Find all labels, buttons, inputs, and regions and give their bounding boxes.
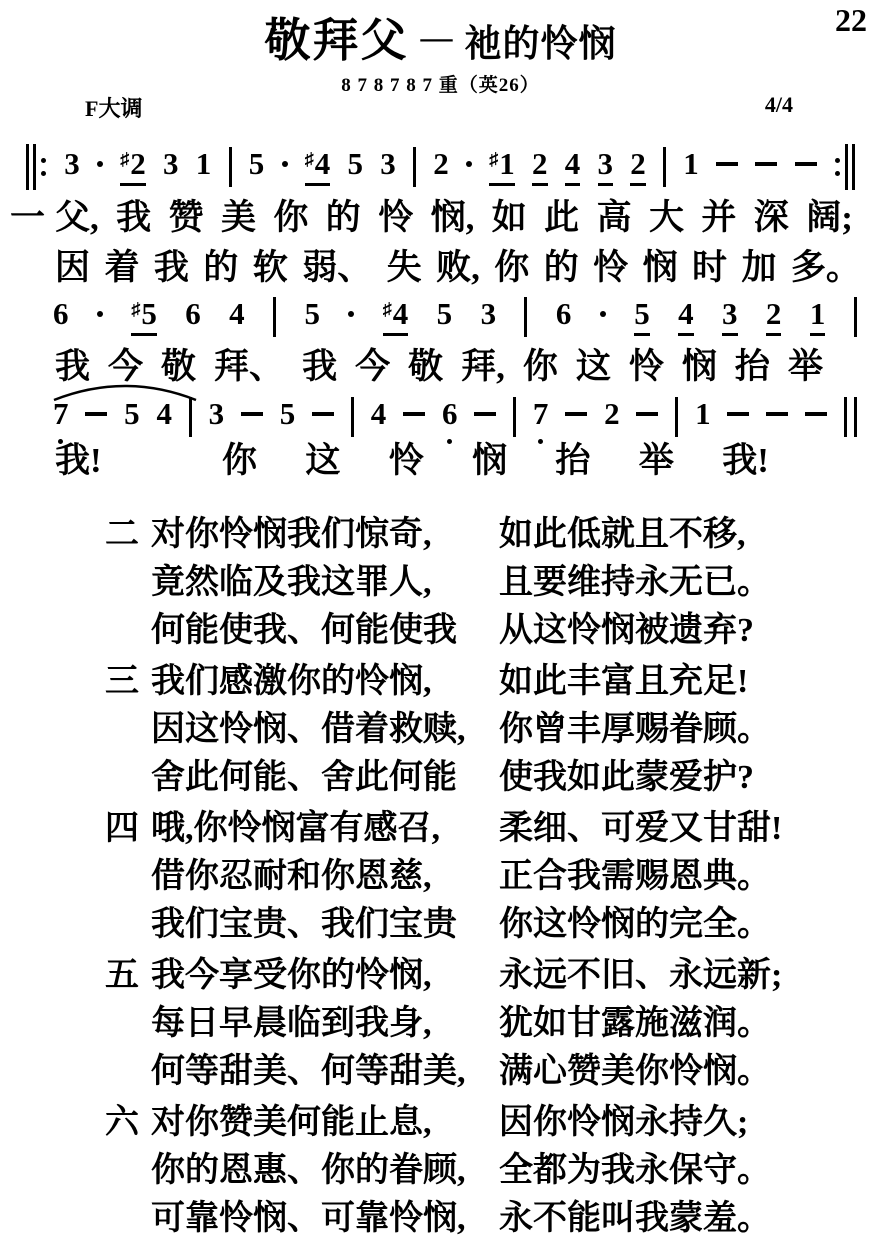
note: 2 [766, 298, 782, 336]
barline [663, 147, 666, 187]
verse-right-column [499, 805, 845, 949]
verse-number: 二 [105, 516, 139, 553]
lyric-syllable: 悯 [681, 347, 717, 386]
verse-line: 你的恩惠、你的眷顾, [151, 1152, 466, 1189]
note: 4 [156, 396, 172, 431]
music-line-2 [53, 292, 857, 342]
verse-right-column [499, 511, 845, 655]
lyric-row-2 [10, 248, 861, 288]
title-dash: — [420, 19, 453, 55]
verse-line: 可靠怜悯、可靠怜悯, [151, 1200, 466, 1237]
note: 3 [722, 298, 738, 336]
lyric-syllable: 如 [491, 198, 527, 237]
lyric-syllable: 这 [305, 441, 341, 480]
duration-dash [474, 412, 496, 416]
lyric-syllable: 此 [544, 198, 580, 237]
verse-block [105, 952, 845, 1096]
note: 5 [436, 296, 453, 331]
lyric-syllable: 深 [753, 198, 789, 237]
note: ♯1 [489, 148, 515, 186]
lyric-syllable: 弱、 [302, 248, 373, 287]
lyric-syllable: 败, [436, 248, 480, 287]
duration-dash [795, 162, 817, 166]
verse-line: 舍此何能、舍此何能 [151, 759, 457, 796]
meter-info: 8 7 8 7 8 7 重（英26） [341, 75, 540, 96]
lyric-syllable: 举 [787, 347, 823, 386]
sharp-icon: ♯ [304, 149, 314, 169]
note: 4 [678, 298, 694, 336]
note: 6 [555, 296, 572, 331]
lyric-syllable: 敬 [408, 347, 444, 386]
lyric-syllable: 时 [692, 248, 728, 287]
lyric-syllable: 悯, [430, 198, 475, 237]
verse-line: 我们感激你的怜悯, [151, 663, 432, 700]
verse-line: 永远不旧、永远新; [499, 957, 783, 994]
verse-line: 如此低就且不移, [499, 516, 746, 553]
dot-icon [466, 161, 472, 167]
barline [524, 297, 527, 337]
lyric-syllable: 多。 [790, 248, 861, 287]
sharp-icon: ♯ [382, 299, 392, 319]
note: 3 [380, 146, 396, 181]
note: ♯2 [120, 148, 146, 186]
lyric-syllable: 怜 [378, 198, 414, 237]
lyric-syllable: 你 [522, 347, 558, 386]
note: 4 [370, 396, 387, 431]
music-line-1 [26, 142, 855, 192]
verse-number: 三 [105, 663, 139, 700]
verse-line: 因你怜悯永持久; [499, 1104, 749, 1141]
note: 5 [347, 146, 363, 181]
lyric-syllable: 高 [596, 198, 632, 237]
sharp-icon: ♯ [489, 149, 499, 169]
lyric-syllable: 软 [252, 248, 288, 287]
duration-dash [403, 412, 425, 416]
dot-icon [97, 311, 103, 317]
verse-line: 对你赞美何能止息, [151, 1104, 432, 1141]
lyric-syllable: 我! [55, 441, 102, 480]
lyric-syllable: 父, [55, 198, 99, 237]
verse-left-column [151, 952, 466, 1096]
note: 3 [480, 296, 497, 331]
verse-number-1: 一 [10, 198, 46, 237]
dot-icon [348, 311, 354, 317]
title-main: 敬拜父 [264, 15, 409, 66]
title-subtitle: 祂的怜悯 [464, 24, 617, 65]
lyric-syllable: 我! [722, 441, 769, 480]
verse-line: 我们宝贵、我们宝贵 [151, 906, 457, 943]
note: 2 [630, 148, 646, 186]
dot-icon [97, 161, 103, 167]
lyric-syllable: 失 [386, 248, 422, 287]
lyric-syllable: 的 [325, 198, 361, 237]
barline [273, 297, 276, 337]
verse-number-spacer [10, 248, 46, 288]
dot-icon [600, 311, 606, 317]
verse-number: 四 [105, 810, 139, 847]
verse-number: 五 [105, 957, 139, 994]
duration-dash [565, 412, 587, 416]
verse-block [105, 658, 845, 802]
lyric-syllable: 你 [273, 198, 309, 237]
lyric-syllable: 举 [638, 441, 674, 480]
music-line-3 [53, 392, 857, 442]
barline [675, 397, 678, 437]
note: 7 [533, 398, 549, 436]
verse-left-column [151, 511, 457, 655]
verse-line: 借你忍耐和你恩慈, [151, 858, 432, 895]
verse-right-column [499, 952, 845, 1096]
verse-left-column [151, 805, 457, 949]
note: 3 [163, 146, 179, 181]
note: 6 [442, 398, 458, 436]
verse-line: 我今享受你的怜悯, [151, 957, 432, 994]
lyric-syllable: 怜 [593, 248, 629, 287]
verse-line: 全都为我永保守。 [499, 1152, 771, 1189]
sharp-icon: ♯ [120, 149, 130, 169]
lyric-syllable: 今 [355, 347, 391, 386]
lyric-syllable: 美 [220, 198, 256, 237]
note: 6 [185, 296, 201, 331]
lyric-syllable: 赞 [168, 198, 204, 237]
duration-dash [755, 162, 777, 166]
lyric-syllable: 你 [494, 248, 530, 287]
note: 3 [598, 148, 614, 186]
lyric-syllable: 我 [153, 248, 189, 287]
lyric-row-1 [10, 198, 853, 238]
verse-line: 因这怜悯、借着救赎, [151, 711, 466, 748]
verse-line: 你这怜悯的完全。 [499, 906, 771, 943]
lyric-line-4 [55, 441, 769, 481]
repeat-begin [26, 144, 47, 190]
verse-line: 柔细、可爱又甘甜! [499, 810, 783, 847]
lyric-syllable: 今 [108, 347, 144, 386]
barline [189, 397, 192, 437]
lyric-syllable: 怜 [628, 347, 664, 386]
note: ♯4 [305, 148, 331, 186]
verse-line: 竟然临及我这罪人, [151, 564, 432, 601]
final-barline [844, 397, 857, 437]
lyric-syllable: 加 [741, 248, 777, 287]
lyric-syllable: 我 [55, 347, 91, 386]
note: 1 [810, 298, 826, 336]
lyric-line-3 [55, 347, 823, 387]
duration-dash [805, 412, 827, 416]
hymn-title [0, 4, 881, 70]
lyric-syllable: 抬 [734, 347, 770, 386]
note: ♯5 [131, 298, 157, 336]
verse-line: 正合我需赐恩典。 [499, 858, 771, 895]
duration-dash [727, 412, 749, 416]
verse-number: 六 [105, 1104, 139, 1141]
note: 5 [304, 296, 320, 331]
note: 1 [195, 146, 212, 181]
duration-dash [85, 412, 107, 416]
note: 5 [279, 396, 296, 431]
lyric-syllable: 怜 [388, 441, 424, 480]
lyric-syllable: 因 [55, 248, 91, 287]
verse-left-column [151, 1099, 466, 1243]
key-signature: F大调 [85, 96, 143, 121]
lyric-line-1 [55, 198, 853, 238]
verse-line: 对你怜悯我们惊奇, [151, 516, 432, 553]
lyric-syllable: 你 [222, 441, 258, 480]
note: 3 [208, 396, 225, 431]
barline [351, 397, 354, 437]
lyric-syllable: 我 [302, 347, 338, 386]
note: 7 [53, 398, 69, 436]
note: 3 [64, 146, 80, 181]
note: 2 [433, 146, 449, 181]
verse-right-column [499, 658, 845, 802]
verse-line: 如此丰富且充足! [499, 663, 749, 700]
verse-line: 满心赞美你怜悯。 [499, 1053, 771, 1090]
lyric-syllable: 敬 [161, 347, 197, 386]
page-number: 22 [835, 2, 867, 38]
note: 5 [248, 146, 265, 181]
lyric-syllable: 的 [543, 248, 579, 287]
duration-dash [241, 412, 263, 416]
lyric-syllable: 大 [648, 198, 684, 237]
lyric-syllable: 我 [116, 198, 152, 237]
note: 2 [532, 148, 548, 186]
verse-right-column [499, 1099, 845, 1243]
verse-line: 永不能叫我蒙羞。 [499, 1200, 771, 1237]
duration-dash [312, 412, 334, 416]
verse-block [105, 511, 845, 655]
lyric-syllable: 抬 [555, 441, 591, 480]
note: ♯4 [383, 298, 409, 336]
lyric-syllable: 拜, [461, 347, 505, 386]
sharp-icon: ♯ [131, 299, 141, 319]
time-signature: 4/4 [764, 92, 793, 117]
lyric-row-3 [55, 347, 823, 387]
note: 5 [124, 396, 140, 431]
barline [854, 297, 857, 337]
verse-left-column [151, 658, 466, 802]
barline [229, 147, 232, 187]
lyric-row-4 [55, 441, 769, 481]
verse-line: 哦,你怜悯富有感召, [151, 810, 440, 847]
duration-dash [766, 412, 788, 416]
barline [413, 147, 416, 187]
key-time-row [85, 92, 793, 123]
repeat-end [834, 144, 855, 190]
note: 4 [229, 296, 245, 331]
verse-block [105, 805, 845, 949]
duration-dash [716, 162, 738, 166]
lyric-syllable: 的 [203, 248, 239, 287]
barline [513, 397, 516, 437]
note: 1 [683, 146, 699, 181]
note: 5 [634, 298, 650, 336]
duration-dash [636, 412, 658, 416]
verse-block [105, 1099, 845, 1243]
lyric-line-2 [55, 248, 861, 288]
note: 1 [695, 396, 711, 431]
verse-line: 且要维持永无已。 [499, 564, 771, 601]
verse-line: 何等甜美、何等甜美, [151, 1053, 466, 1090]
lyric-syllable: 悯 [642, 248, 678, 287]
lyric-syllable: 拜、 [214, 347, 285, 386]
verse-line: 犹如甘露施滋润。 [499, 1005, 771, 1042]
note: 6 [53, 296, 69, 331]
dot-icon [282, 161, 288, 167]
verse-line: 每日早晨临到我身, [151, 1005, 432, 1042]
note: 4 [565, 148, 581, 186]
verse-line: 从这怜悯被遗弃? [499, 612, 754, 649]
lyric-syllable: 并 [701, 198, 737, 237]
verses-section [105, 511, 845, 1245]
verse-line: 你曾丰厚赐眷顾。 [499, 711, 771, 748]
lyric-syllable: 阔; [806, 198, 853, 237]
lyric-syllable: 悯 [472, 441, 508, 480]
verse-line: 何能使我、何能使我 [151, 612, 457, 649]
lyric-syllable: 着 [104, 248, 140, 287]
note: 2 [604, 396, 620, 431]
verse-line: 使我如此蒙爱护? [499, 759, 754, 796]
lyric-syllable: 这 [575, 347, 611, 386]
